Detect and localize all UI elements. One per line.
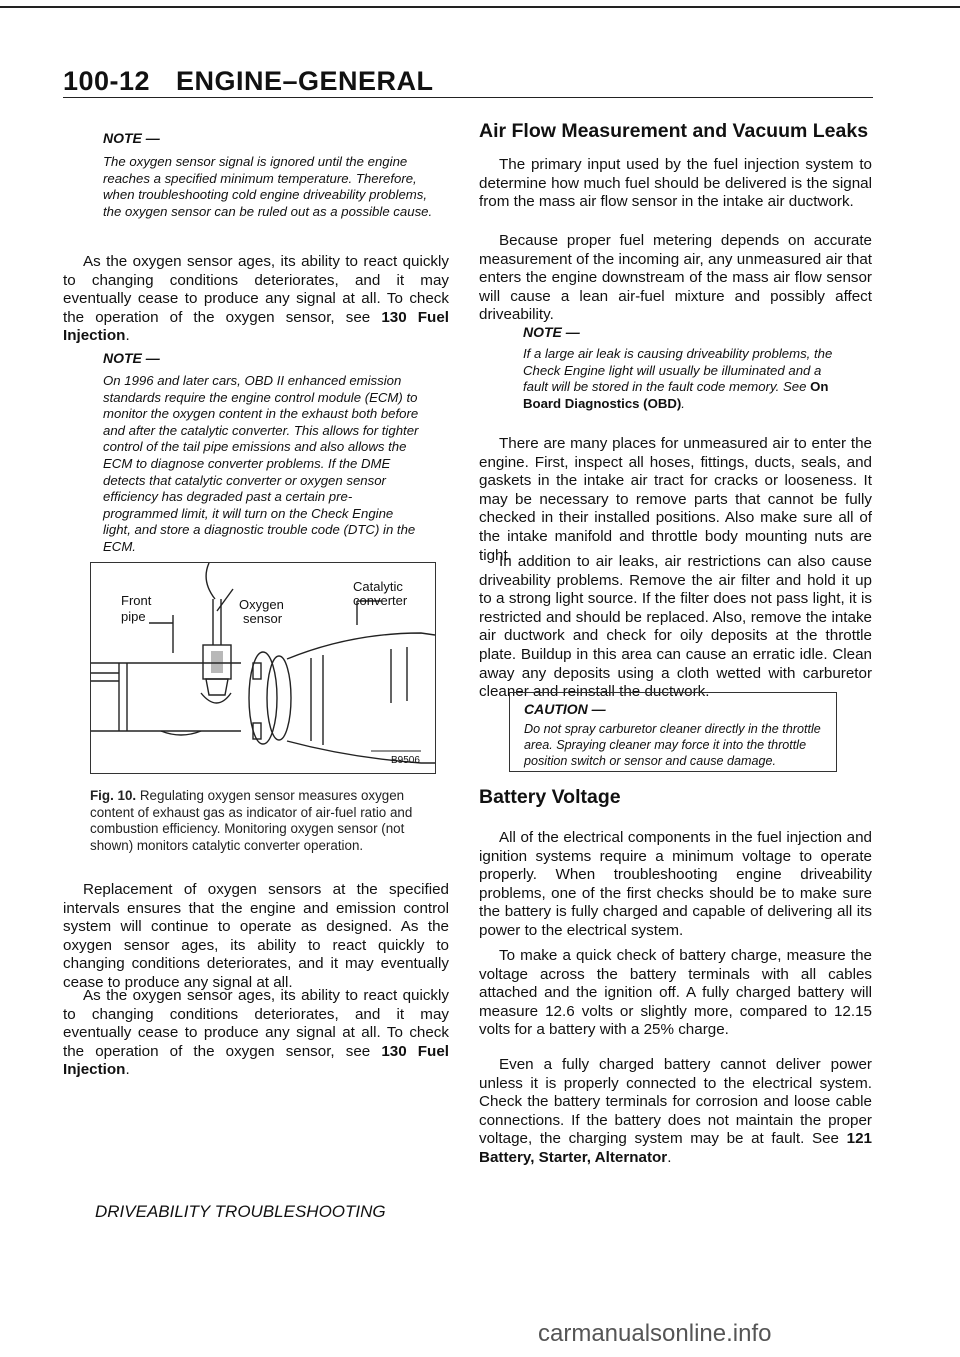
- watermark: carmanualsonline.info: [538, 1320, 772, 1347]
- para-text: The primary input used by the fuel injection system to determine how much fuel should be delivered is the signal from the mass air flow sensor in the intake air ductwork.: [479, 156, 872, 211]
- para-text: In addition to air leaks, air restrictions can also cause driveability problems. Remove the air filter and hold it up to a strong light source. If the filter does not pass light, it is restricted and should be replaced. Also, remove the intake air ductwork and check for oily deposits at the throttle plate. Buildup in this area can cause an erratic idle. Clean away any deposits using a cloth wetted with carburetor cleaner and reinstall the ductwork.: [479, 553, 872, 701]
- note-text: The oxygen sensor signal is ignored until the engine reaches a specified minimum temperature. Therefore, when troubleshooting cold engine driveability problems, the oxygen sensor can be ruled out as a possible cause.: [103, 154, 433, 219]
- ref-battery-starter[interactable]: 121 Battery, Starter, Alternator: [479, 1130, 872, 1166]
- para-unmeasured-air: [479, 435, 872, 565]
- note-text: On 1996 and later cars, OBD II enhanced emission standards require the engine control module (ECM) to monitor the oxygen content in the exhaust both before and after the catalytic converter. This allows for tighter control of the tail pipe emissions and also allows the ECM to diagnose converter problems. If the DME detects that catalytic converter or oxygen sensor efficiency has degraded past a certain pre-programmed limit, it will turn on the Check Engine light, and store a diagnostic trouble code (DTC) in the ECM.: [103, 373, 419, 554]
- note-label: NOTE —: [103, 350, 160, 366]
- caution-label: CAUTION —: [524, 701, 606, 717]
- label-converter: converter: [353, 593, 408, 608]
- section-title: ENGINE–GENERAL: [176, 66, 434, 96]
- caution-text: Do not spray carburetor cleaner directly in the throttle area. Spraying cleaner may force it into the throttle position switch or sensor and cause damage.: [524, 722, 821, 768]
- para-air-flow-1: [479, 156, 872, 212]
- heading-air-flow: [479, 120, 872, 143]
- label-oxygen: Oxygen: [239, 597, 284, 612]
- label-catalytic: Catalytic: [353, 579, 403, 594]
- para-text: There are many places for unmeasured air to enter the engine. First, inspect all hoses, fittings, ducts, seals, and gaskets in the intake air tract for cracks or looseness. It may be necessary to remove parts that cannot be fully checked in their installed positions. Also make sure all of the intake manifold and throttle body mounting nuts are tight.: [479, 435, 872, 564]
- para-battery-2: [479, 947, 872, 1040]
- para-battery-1: [479, 829, 872, 941]
- para-text: Because proper fuel metering depends on accurate measurement of the incoming air, any unmeasured air that enters the engine downstream of the mass air flow sensor will cause a lean air-fuel mixture and possibly affect driveability.: [479, 232, 872, 324]
- footer-section: DRIVEABILITY TROUBLESHOOTING: [95, 1202, 386, 1221]
- para-text: To make a quick check of battery charge, measure the voltage across the battery terminals with all cables attached and the ignition off. A fully charged battery will measure 12.6 volts or slightly more, compared to 12.15 volts for a battery with a 25% charge.: [479, 947, 872, 1039]
- para-air-flow-2: [479, 232, 872, 325]
- label-sensor: sensor: [243, 611, 283, 626]
- para-battery-3: Even a fully charged battery cannot deliver power unless it is properly connected to the electrical system. Check the battery terminals for corrosion and loose cable connections. If the battery does not maintain the proper voltage, the charging system may be at fault. See 121 Battery, Starter, Alternator.: [479, 1056, 872, 1166]
- heading-battery: [479, 786, 872, 809]
- para-air-restrictions: [479, 553, 872, 702]
- heading-text: Battery Voltage: [479, 786, 621, 808]
- para-text: As the oxygen sensor ages, its ability to react quickly to changing conditions deteriorates, and it may eventually cease to produce any signal at all. To check the operation of the oxygen sensor, see: [63, 253, 449, 326]
- note-label: NOTE —: [523, 324, 580, 340]
- note-text: If a large air leak is causing driveability problems, the Check Engine light will usually be illuminated and a fault will be stored in the fault code memory. See: [523, 346, 833, 395]
- note-body: If a large air leak is causing driveability problems, the Check Engine light will usually be illuminated and a fault will be stored in the fault code memory. See On Board Diagnostics (OBD).: [523, 346, 833, 411]
- label-front: Front: [121, 593, 152, 608]
- caption-text: Regulating oxygen sensor measures oxygen content of exhaust gas as indicator of air-fuel ratio and combustion efficiency. Monitoring oxygen sensor (not shown) monitors catalytic converter operation.: [90, 788, 413, 853]
- note-air-leak: [523, 324, 843, 412]
- caption-number: Fig. 10.: [90, 788, 137, 803]
- para-text: All of the electrical components in the fuel injection and ignition systems require a minimum voltage to operate properly. When troubleshooting engine driveability problems, one of the first checks should be to make sure the battery is fully charged and capable of delivering all its power to the electrical system.: [479, 829, 872, 939]
- para-text: As the oxygen sensor ages, its ability to react quickly to changing conditions deteriorates, and it may eventually cease to produce any signal at all. To check the operation of the oxygen sensor, see: [63, 987, 449, 1060]
- figure-caption: [90, 788, 450, 854]
- ref-obd[interactable]: On Board Diagnostics (OBD): [523, 379, 829, 411]
- note-oxygen-cold: [103, 130, 443, 220]
- header-rule: [63, 97, 873, 98]
- top-border: [0, 6, 960, 8]
- para-oxygen-aging-2: As the oxygen sensor ages, its ability to react quickly to changing conditions deteriorates, and it may eventually cease to produce any signal at all. To check the operation of the oxygen sensor, see 130 Fuel Injection.: [63, 987, 450, 1079]
- para-oxygen-aging: As the oxygen sensor ages, its ability to react quickly to changing conditions deteriorates, and it may eventually cease to produce any signal at all. To check the operation of the oxygen sensor, see 130 Fuel Injection.: [63, 253, 450, 345]
- figure-oxygen-sensor: [90, 562, 436, 774]
- ref-fuel-injection[interactable]: 130 Fuel Injection: [63, 308, 450, 345]
- heading-text: Air Flow Measurement and Vacuum Leaks: [479, 120, 869, 142]
- page-number: 100-12: [63, 66, 151, 96]
- para-text: Even a fully charged battery cannot deliver power unless it is properly connected to the electrical system. Check the battery terminals for corrosion and loose cable connections. If the battery does not maintain the proper voltage, the charging system may be at fault. See: [479, 1056, 872, 1148]
- label-pipe: pipe: [121, 609, 146, 624]
- figure-code: B9506: [391, 755, 420, 766]
- note-obd2: [103, 350, 421, 556]
- para-replacement: [63, 881, 449, 993]
- note-label: NOTE —: [103, 130, 160, 146]
- ref-fuel-injection[interactable]: 130 Fuel Injection: [63, 1042, 450, 1079]
- caution-box: [509, 692, 837, 772]
- para-text: Replacement of oxygen sensors at the specified intervals ensures that the engine and emission control system will continue to operate as designed. As the oxygen sensor ages, its ability to react quickly to changing conditions deteriorates, and it may eventually cease to produce any signal at all.: [63, 881, 449, 991]
